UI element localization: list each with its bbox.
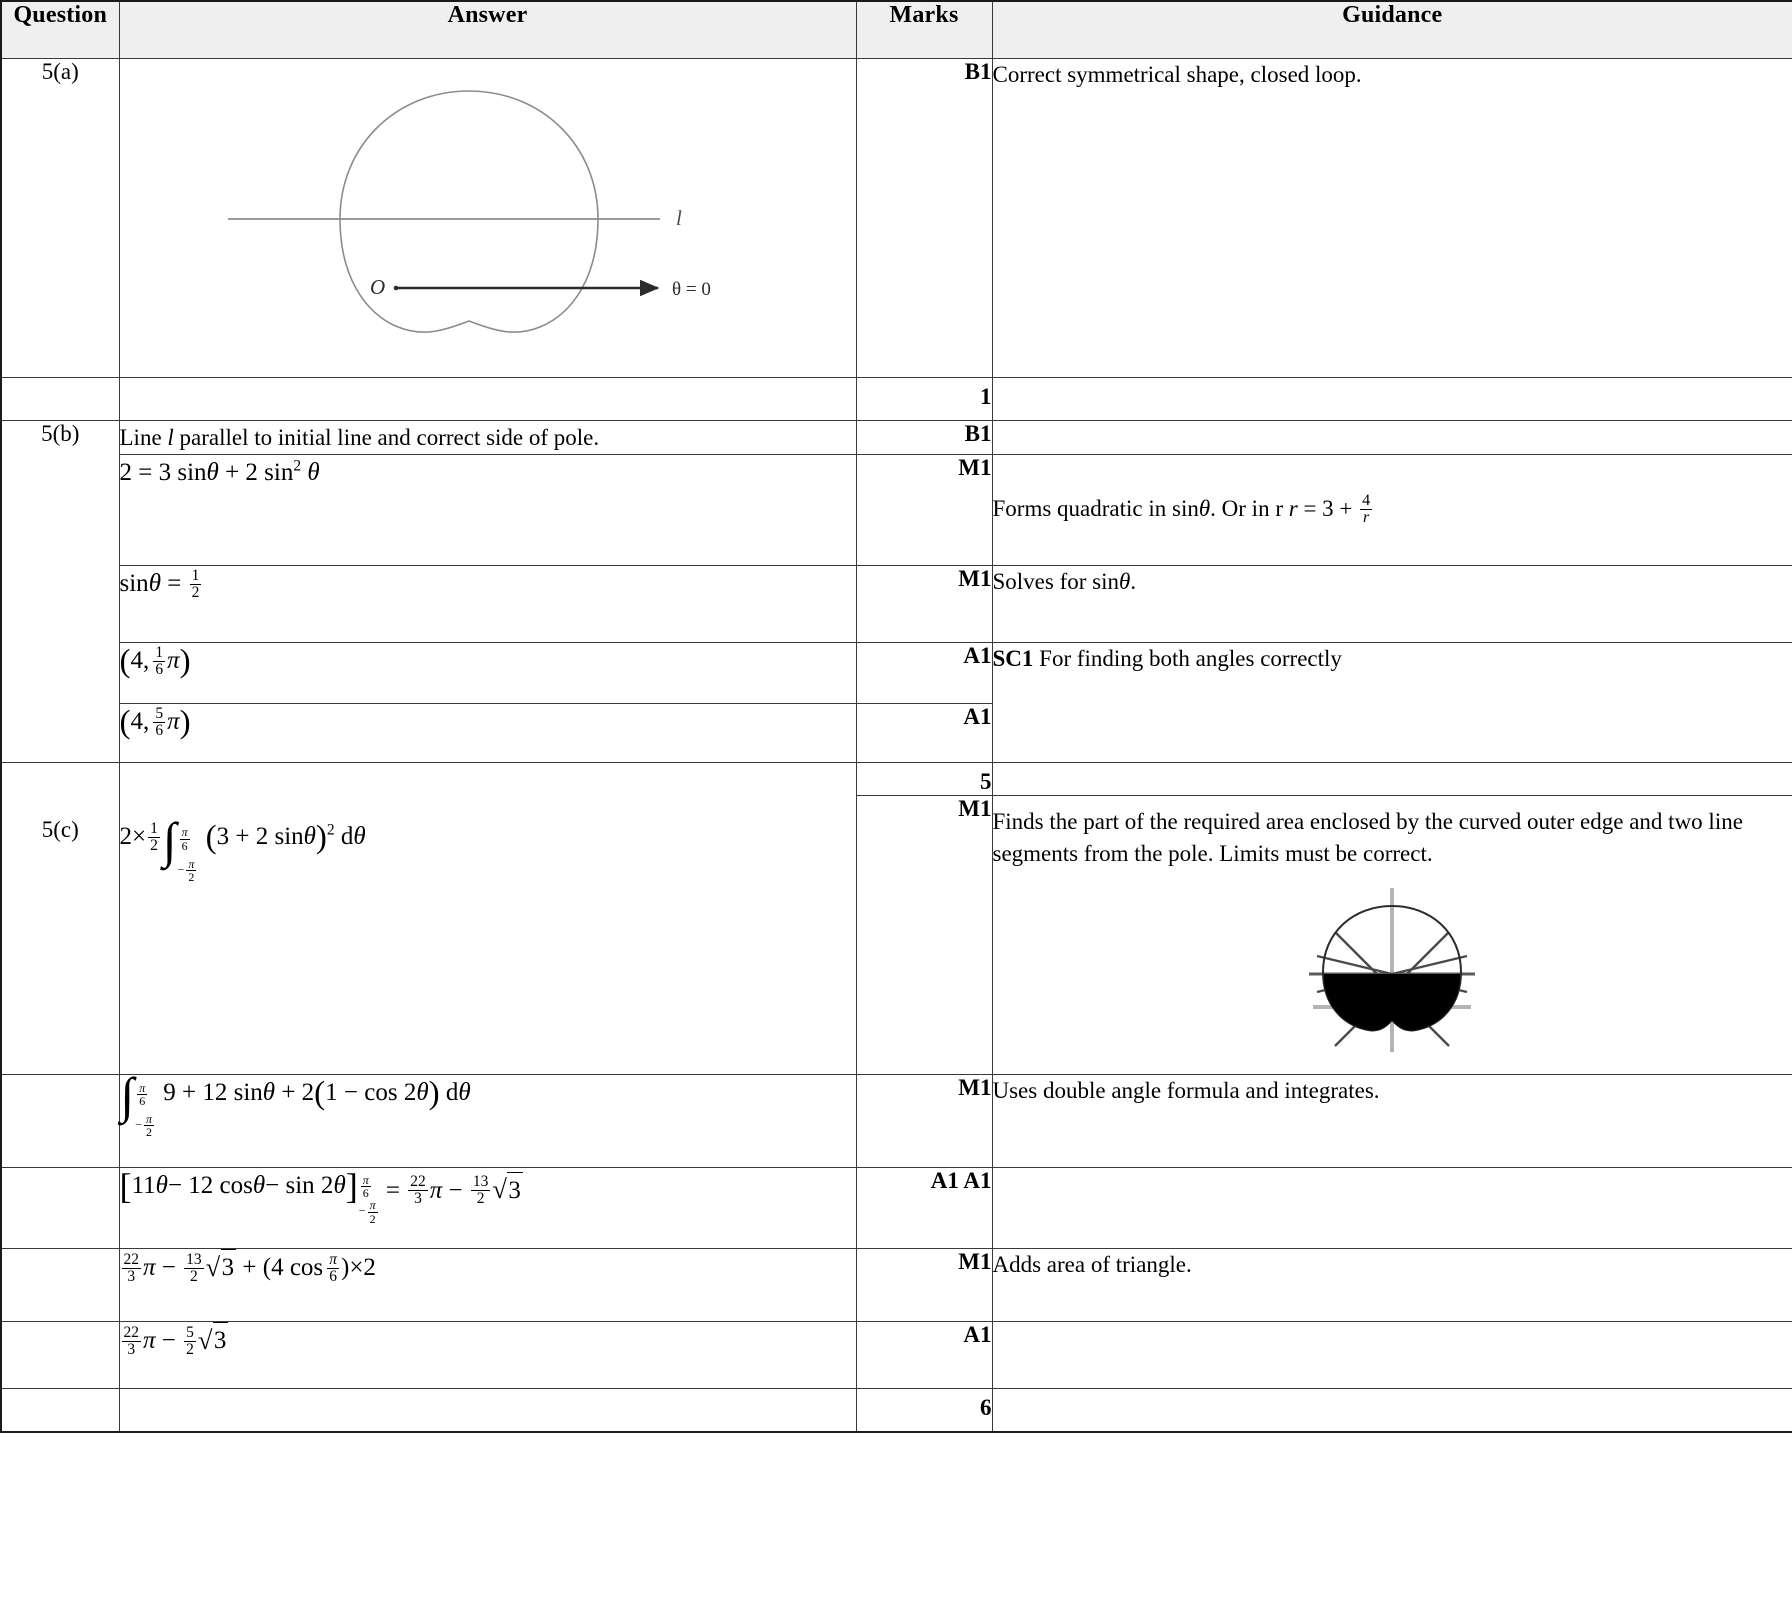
pole-dot <box>393 286 398 291</box>
answer-text-post: parallel to initial line and correct side of pole. <box>173 425 600 450</box>
table-row <box>1 566 1792 643</box>
table-row <box>1 59 1792 378</box>
marks-cell-5c-integral: M1 <box>856 796 992 1074</box>
question-label-5b: 5(b) <box>1 421 119 763</box>
figure-limacon-5a <box>120 59 856 377</box>
answer-text-italic-l: l <box>167 425 174 450</box>
equation-sin-half: sinθ = $\frac{1}{2}$ <box>119 567 200 601</box>
guidance-cell-empty-2 <box>992 763 1792 796</box>
equation-final-answer: $\frac{22}{3}$ π − $\frac{5}{2}$ √ 3 <box>120 1327 229 1354</box>
coordinate-pair-2: (4, $\frac{5}{6}$ π) <box>119 704 191 741</box>
answer-text-pre: Line <box>119 425 168 450</box>
guidance-cell-5b-points <box>992 643 1792 763</box>
question-cell-empty-3 <box>1 1074 119 1167</box>
table-row <box>1 763 1792 796</box>
marks-cell-5b-point1: A1 <box>856 643 992 704</box>
table-row <box>1 455 1792 566</box>
equation-double-angle: ∫ $\frac{\pi}{6}$ − $\frac{\pi}{2}$ 9 + 12 sinθ + 2(1 − cos 2θ) dθ <box>120 1067 471 1140</box>
guidance-cell-5c-double-angle: Uses double angle formula and integrates. <box>992 1074 1792 1167</box>
guidance-sc1-text: For finding both angles correctly <box>1033 646 1342 672</box>
equation-bracket-evaluation: [ 11 θ − 12 cos θ − sin 2 θ ] $\frac{\pi}{6}$ − $\frac{\pi}{2}$ = $\frac{22}{3}$ π − $\frac{13}{2}$ √ 3 <box>120 1177 523 1204</box>
pole-label-O: O <box>369 275 385 299</box>
table-row <box>1 1167 1792 1248</box>
table-row <box>1 1248 1792 1321</box>
marks-cell-5b-solve: M1 <box>856 566 992 643</box>
table-row <box>1 1321 1792 1388</box>
guidance-cell-empty <box>992 378 1792 421</box>
line-l-label: l <box>675 206 682 230</box>
marks-cell-5b-point2: A1 <box>856 704 992 763</box>
figure-shaded-region-5c <box>993 870 1792 1074</box>
guidance-cell-5b-quadratic <box>992 455 1792 566</box>
header-question: Question <box>1 1 119 59</box>
theta-zero-label: θ = 0 <box>671 279 711 300</box>
guidance-solve-sin-theta: sinθ. <box>1092 569 1137 595</box>
question-label-5c-wrap <box>1 763 119 1074</box>
guidance-text-post: Or in r <box>1215 496 1289 522</box>
answer-cell-5b-solve <box>119 566 856 643</box>
table-row <box>1 643 1792 704</box>
marks-cell-5c-final: A1 <box>856 1321 992 1388</box>
marks-subtotal-5c: 6 <box>856 1388 992 1432</box>
equation-area-integral: 2× $\frac{1}{2}$ ∫ $\frac{\pi}{6}$ − $\frac{\pi}{2}$ (3 + 2 sinθ)$^2$ dθ <box>119 811 366 885</box>
question-label-5a: 5(a) <box>1 59 119 378</box>
coordinate-pair-1: (4, $\frac{1}{6}$ π) <box>119 643 191 680</box>
marks-cell-5b-quadratic: M1 <box>856 455 992 566</box>
header-marks: Marks <box>856 1 992 59</box>
marks-subtotal-5a: 1 <box>856 378 992 421</box>
question-cell-empty-7 <box>1 1388 119 1432</box>
guidance-text-pre: Forms quadratic in <box>992 496 1172 522</box>
guidance-cell-5c-integral <box>992 796 1792 1074</box>
answer-cell-5c-evaluate <box>119 1167 856 1248</box>
answer-cell-5b-quadratic <box>119 455 856 566</box>
guidance-cell-empty-7 <box>992 1388 1792 1432</box>
answer-cell-empty <box>119 378 856 421</box>
guidance-cell-5c-evaluate <box>992 1167 1792 1248</box>
shaded-limacon-svg <box>1299 884 1485 1056</box>
guidance-sc1-label: SC1 <box>992 646 1034 672</box>
guidance-cell-5a: Correct symmetrical shape, closed loop. <box>992 59 1792 378</box>
guidance-sin-theta: sinθ. <box>1172 496 1216 522</box>
guidance-cell-5b-line <box>992 421 1792 455</box>
guidance-cell-5c-add-triangle: Adds area of triangle. <box>992 1248 1792 1321</box>
answer-cell-5b-line <box>119 421 856 455</box>
marks-cell-5c-add-triangle: M1 <box>856 1248 992 1321</box>
marks-subtotal-5b: 5 <box>856 763 992 796</box>
answer-cell-5c-integral <box>119 763 856 1074</box>
question-label-5c: 5(c) <box>41 817 79 843</box>
guidance-cell-5c-final <box>992 1321 1792 1388</box>
answer-cell-5c-double-angle <box>119 1067 856 1167</box>
guidance-r-equation: r = 3 + $\frac{4}{r}$ <box>1288 491 1371 526</box>
answer-cell-5b-point2 <box>119 704 856 763</box>
table-row <box>1 1388 1792 1432</box>
guidance-text-5c: Finds the part of the required area enclosed by the curved outer edge and two line segments from the pole. Limits must be correct. <box>992 809 1743 867</box>
table-row <box>1 421 1792 455</box>
marks-cell-5b-line: B1 <box>856 421 992 455</box>
question-cell-empty-4 <box>1 1167 119 1248</box>
table-row <box>1 1074 1792 1167</box>
header-guidance: Guidance <box>992 1 1792 59</box>
answer-cell-5c-final <box>119 1321 856 1388</box>
question-cell-empty-6 <box>1 1321 119 1388</box>
equation-add-triangle: $\frac{22}{3}$ π − $\frac{13}{2}$ √ 3 + (4 cos $\frac{\pi}{6}$ )×2 <box>120 1254 376 1281</box>
limacon-diagram-svg <box>210 69 830 369</box>
marks-cell-5c-evaluate: A1 A1 <box>856 1167 992 1248</box>
guidance-cell-5b-solve <box>992 566 1792 643</box>
equation-quadratic: 2 = 3 sinθ + 2 $\sin^2 \theta$ <box>119 458 320 487</box>
marks-cell-5c-double-angle: M1 <box>856 1074 992 1167</box>
guidance-solves-text: Solves for <box>992 569 1093 595</box>
question-cell-empty <box>1 378 119 421</box>
answer-cell-5a <box>119 59 856 378</box>
table-row <box>1 378 1792 421</box>
header-answer: Answer <box>119 1 856 59</box>
marks-cell-5a: B1 <box>856 59 992 378</box>
table-header-row <box>1 1 1792 59</box>
question-cell-empty-5 <box>1 1248 119 1321</box>
answer-cell-5c-add-triangle <box>119 1248 856 1321</box>
answer-cell-5b-point1 <box>119 643 856 704</box>
answer-cell-empty-7 <box>119 1388 856 1432</box>
